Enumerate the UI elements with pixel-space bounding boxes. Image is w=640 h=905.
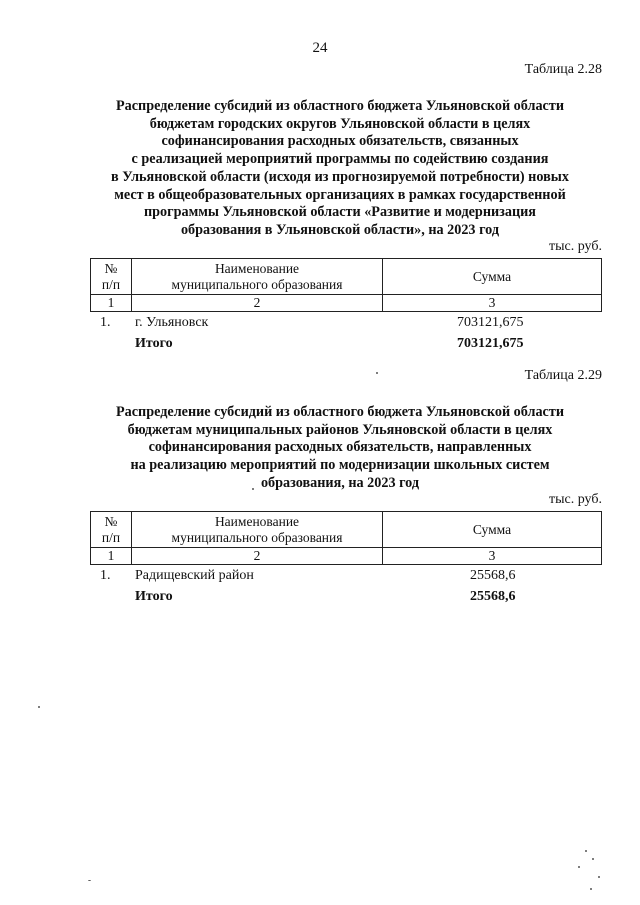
total-label: Итого xyxy=(135,336,173,351)
title-line: с реализацией мероприятий программы по содействию создания xyxy=(131,151,549,168)
title-line: на реализацию мероприятий по модернизации школьных систем xyxy=(130,457,550,474)
header-name-line2: муниципального образования xyxy=(171,529,343,545)
row-sum: 703121,675 xyxy=(457,315,524,330)
scan-speck xyxy=(252,488,254,490)
table-name-2-28: Таблица 2.28 xyxy=(524,62,602,77)
scan-speck xyxy=(585,850,587,852)
total-label: Итого xyxy=(135,589,173,604)
header-num-line1: № xyxy=(104,513,118,529)
total-sum: 25568,6 xyxy=(470,589,516,604)
header-sum: Сумма xyxy=(383,512,602,548)
header-num-line2: п/п xyxy=(101,276,121,292)
title-line: мест в общеобразовательных организациях в рамках государственной xyxy=(114,186,566,203)
scan-speck xyxy=(590,888,592,890)
header-num xyxy=(91,512,132,548)
title-line: софинансирования расходных обязательств, связанных xyxy=(161,133,519,150)
table-name-2-29: Таблица 2.29 xyxy=(524,368,602,383)
table-title-2-28 xyxy=(60,98,620,240)
col-number-3: 3 xyxy=(383,295,602,312)
col-number-3: 3 xyxy=(383,548,602,565)
scan-speck xyxy=(578,866,580,868)
header-num xyxy=(91,259,132,295)
header-num-line2: п/п xyxy=(101,529,121,545)
header-sum: Сумма xyxy=(383,259,602,295)
title-line: образования, на 2023 год xyxy=(260,474,420,491)
title-line: софинансирования расходных обязательств, направленных xyxy=(148,439,532,456)
title-line: программы Ульяновской области «Развитие и модернизация xyxy=(143,204,536,221)
title-line: Распределение субсидий из областного бюджета Ульяновской области xyxy=(116,98,564,114)
header-name-line1: Наименование xyxy=(214,513,300,529)
row-name: г. Ульяновск xyxy=(135,315,209,330)
units-label: тыс. руб. xyxy=(549,239,602,254)
scan-speck xyxy=(598,876,600,878)
total-sum: 703121,675 xyxy=(457,336,524,351)
table-header-2-29 xyxy=(90,511,602,565)
row-sum: 25568,6 xyxy=(470,568,516,583)
col-number-2: 2 xyxy=(132,295,383,312)
scan-speck xyxy=(592,858,594,860)
title-line: Распределение субсидий из областного бюджета Ульяновской области xyxy=(116,404,564,420)
row-num: 1. xyxy=(100,315,111,330)
table-title-2-29 xyxy=(60,404,620,493)
header-name-line2: муниципального образования xyxy=(171,276,343,292)
col-number-1: 1 xyxy=(91,548,132,565)
header-name-line1: Наименование xyxy=(214,260,300,276)
page-number: 24 xyxy=(312,40,328,56)
table-header-2-28 xyxy=(90,258,602,312)
units-label: тыс. руб. xyxy=(549,492,602,507)
row-num: 1. xyxy=(100,568,111,583)
title-line: образования в Ульяновской области», на 2023 год xyxy=(180,221,500,238)
title-line: бюджетам городских округов Ульяновской области в целях xyxy=(149,115,531,132)
row-name: Радищевский район xyxy=(135,568,254,583)
header-num-line1: № xyxy=(104,260,118,276)
title-line: в Ульяновской области (исходя из прогнозируемой потребности) новых xyxy=(111,168,569,185)
title-line: бюджетам муниципальных районов Ульяновской области в целях xyxy=(127,421,553,438)
col-number-2: 2 xyxy=(132,548,383,565)
header-name xyxy=(132,512,383,548)
col-number-1: 1 xyxy=(91,295,132,312)
scan-speck xyxy=(376,372,378,374)
scan-speck xyxy=(38,706,40,708)
header-name xyxy=(132,259,383,295)
scan-speck xyxy=(88,880,91,881)
